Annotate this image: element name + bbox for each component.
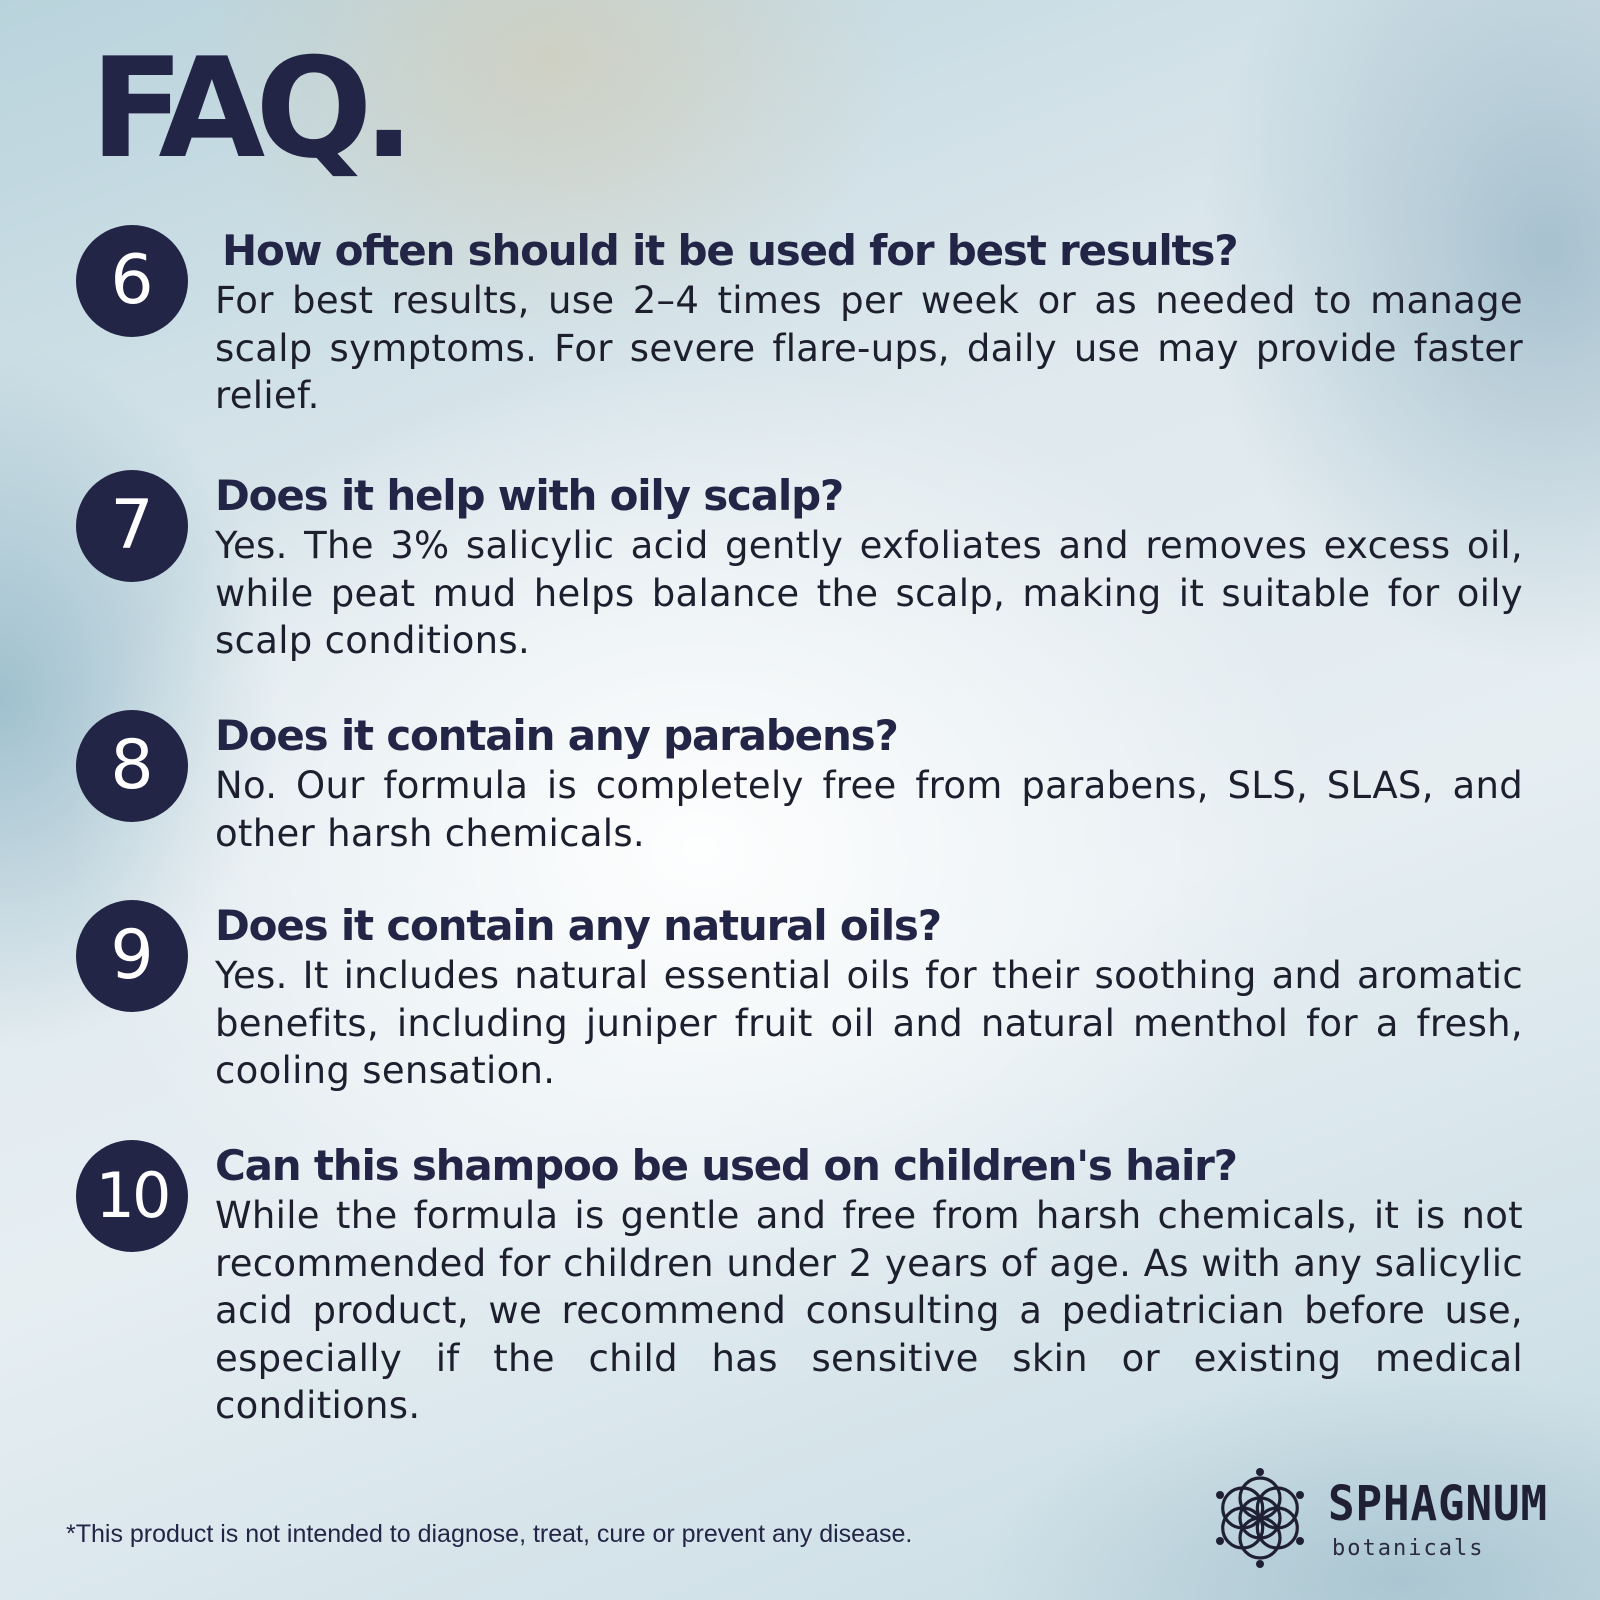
disclaimer: *This product is not intended to diagnose, treat, cure or prevent any disease. xyxy=(66,1520,913,1548)
faq-answer: For best results, use 2–4 times per week or as needed to manage scalp symptoms. For severe flare-ups, daily use may provide faster relief. xyxy=(215,279,1523,417)
number-badge: 8 xyxy=(76,710,188,822)
brand-name: SPHAGNUM xyxy=(1328,1476,1549,1532)
number-badge: 10 xyxy=(76,1140,188,1252)
faq-answer: Yes. It includes natural essential oils for their soothing and aromatic benefits, including juniper fruit oil and natural menthol for a fresh, cooling sensation. xyxy=(215,954,1523,1092)
faq-answer: No. Our formula is completely free from parabens, SLS, SLAS, and other harsh chemicals. xyxy=(215,764,1523,855)
flower-of-life-icon xyxy=(1208,1466,1312,1570)
number-badge: 6 xyxy=(76,225,188,337)
brand-logo xyxy=(1208,1466,1549,1576)
brand-subtitle: botanicals xyxy=(1332,1536,1485,1561)
faq-answer: Yes. The 3% salicylic acid gently exfoliates and removes excess oil, while peat mud helps balance the scalp, making it suitable for oily scalp conditions. xyxy=(215,524,1523,662)
number-badge: 9 xyxy=(76,900,188,1012)
faq-answer: While the formula is gentle and free from harsh chemicals, it is not recommended for children under 2 years of age. As with any salicylic acid product, we recommend consulting a pediatrician before use, especially if the child has sensitive skin or existing medical conditions. xyxy=(215,1194,1523,1427)
number-badge: 7 xyxy=(76,470,188,582)
faq-question: Does it contain any natural oils? xyxy=(215,901,941,950)
faq-question: Can this shampoo be used on children's hair? xyxy=(215,1141,1237,1190)
faq-question: Does it contain any parabens? xyxy=(215,711,898,760)
page-title: FAQ. xyxy=(90,28,405,189)
faq-question: Does it help with oily scalp? xyxy=(215,471,844,520)
faq-question: How often should it be used for best results? xyxy=(222,226,1238,275)
